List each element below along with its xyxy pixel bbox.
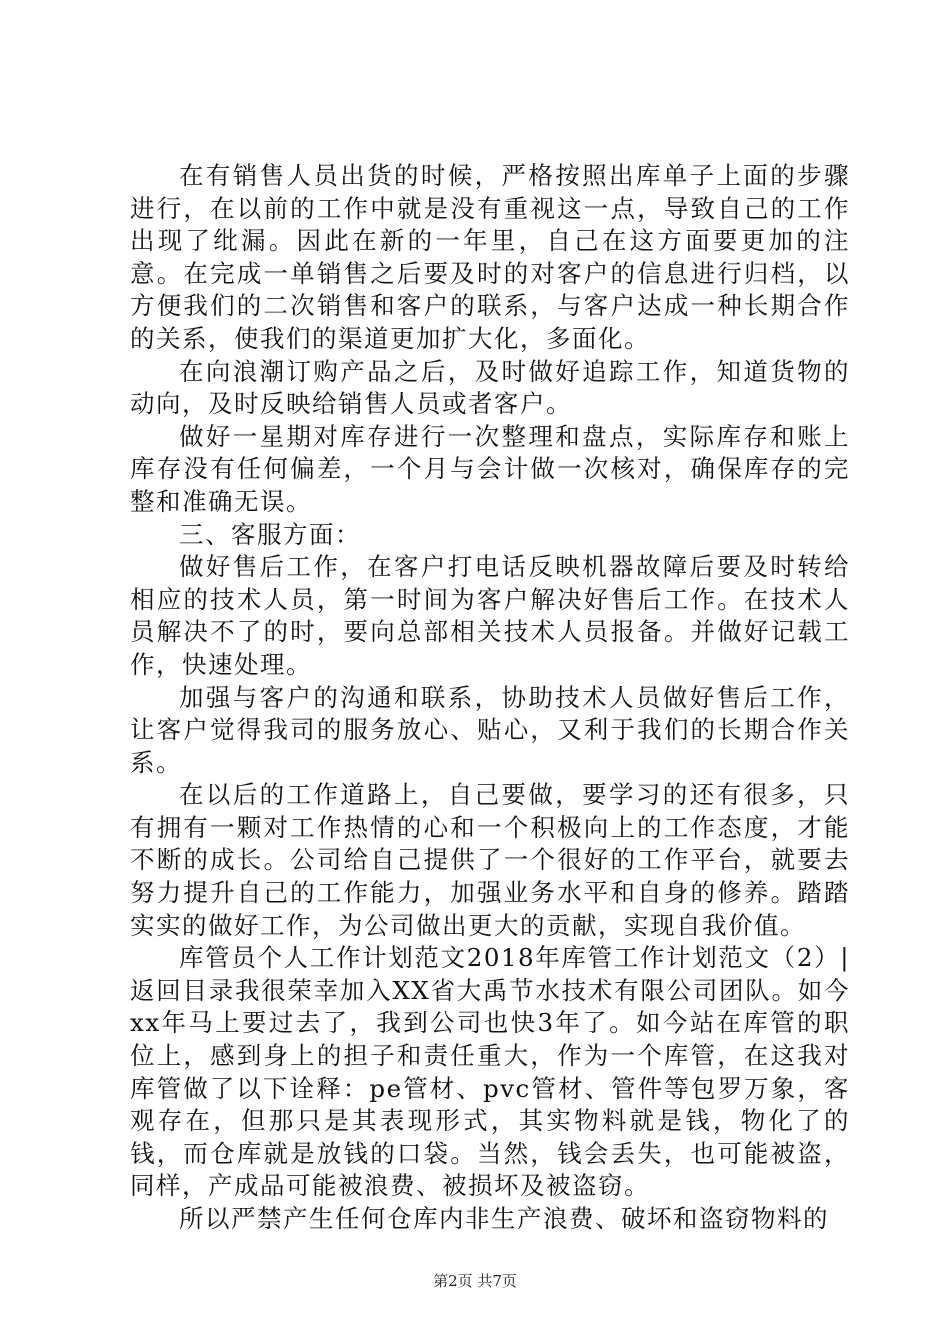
paragraph-inventory-check: 做好一星期对库存进行一次整理和盘点，实际库存和账上库存没有任何偏差，一个月与会计做一次核对，确保库存的完整和准确无误。 — [130, 421, 850, 516]
paragraph-future-work: 在以后的工作道路上，自己要做，要学习的还有很多，只有拥有一颗对工作热情的心和一个积极向上的工作态度，才能不断的成长。公司给自己提供了一个很好的工作平台，就要去努力提升自己的工作能力，加强业务水平和自身的修养。踏踏实实的做好工作，为公司做出更大的贡献，实现自我价值。 — [130, 780, 850, 940]
paragraph-waste-prohibition: 所以严禁产生任何仓库内非生产浪费、破坏和盗窃物料的 — [179, 1204, 829, 1233]
document-body — [130, 160, 850, 1236]
paragraph-after-sales: 做好售后工作，在客户打电话反映机器故障后要及时转给相应的技术人员，第一时间为客户解决好售后工作。在技术人员解决不了的时，要向总部相关技术人员报备。并做好记载工作，快速处理。 — [130, 552, 850, 679]
paragraph-order-tracking: 在向浪潮订购产品之后，及时做好追踪工作，知道货物的动向，及时反映给销售人员或者客户。 — [130, 356, 850, 419]
section-heading-customer-service: 三、客服方面： — [179, 519, 361, 549]
paragraph-customer-communication: 加强与客户的沟通和联系，协助技术人员做好售后工作，让客户觉得我司的服务放心、贴心，又利于我们的长期合作关系。 — [130, 682, 850, 777]
paragraph-warehouse-plan: 库管员个人工作计划范文2018年库管工作计划范文（2）|返回目录我很荣幸加入XX省大禹节水技术有限公司团队。如今xx年马上要过去了，我到公司也快3年了。如今站在库管的职位上，感到身上的担子和责任重大，作为一个库管，在这我对库管做了以下诠释：pe管材、pvc管材、管件等包罗万象，客观存在，但那只是其表现形式，其实物料就是钱，物化了的钱，而仓库就是放钱的口袋。当然，钱会丢失，也可能被盗，同样，产成品可能被浪费、被损坏及被盗窃。 — [130, 943, 850, 1201]
paragraph-outbound-procedure: 在有销售人员出货的时候，严格按照出库单子上面的步骤进行，在以前的工作中就是没有重视这一点，导致自己的工作出现了纰漏。因此在新的一年里，自己在这方面要更加的注意。在完成一单销售之后要及时的对客户的信息进行归档，以方便我们的二次销售和客户的联系，与客户达成一种长期合作的关系，使我们的渠道更加扩大化，多面化。 — [130, 161, 850, 353]
page-footer: 第2页 共7页 — [433, 1272, 517, 1290]
